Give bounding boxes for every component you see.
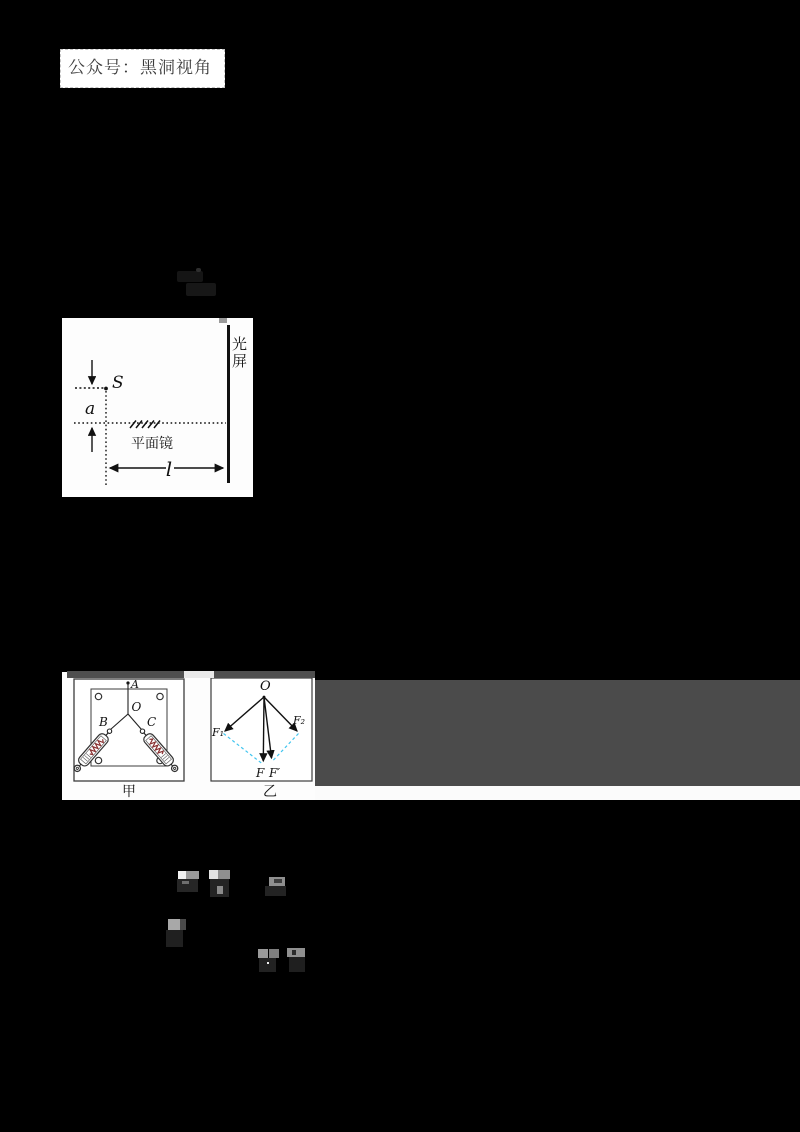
optics-figure	[62, 318, 253, 497]
force-f2-label: F₂	[293, 714, 306, 727]
artifact-fragment	[176, 870, 202, 894]
point-c-label: C	[147, 715, 157, 729]
optics-diagram	[62, 318, 253, 497]
scan-bar	[67, 671, 184, 678]
point-b-label: B	[99, 715, 108, 729]
panel-yi-label: 乙	[263, 784, 277, 800]
scan-artifact	[219, 318, 227, 323]
point-a-label: A	[131, 678, 139, 691]
artifact-fragment	[287, 947, 307, 973]
force-f-label: F	[256, 766, 265, 780]
screen-label-bottom: 屏	[232, 352, 248, 370]
account-badge-label: 公众号：黑洞视角	[68, 58, 212, 77]
experiment-diagram	[62, 672, 315, 800]
artifact-fragment	[166, 918, 187, 948]
panel-jia	[71, 678, 184, 800]
point-o-label-yi: O	[260, 679, 271, 694]
erased-text-smudge	[196, 268, 201, 272]
redaction-overlay	[315, 680, 800, 786]
figure-bottom-band	[315, 786, 800, 800]
erased-text-smudge	[177, 271, 203, 282]
mirror-hatching	[130, 421, 160, 429]
artifact-fragment	[257, 948, 280, 974]
panel-yi	[211, 678, 312, 800]
point-o-label-jia: O	[131, 700, 142, 714]
gap-label: a	[85, 399, 96, 419]
panel-jia-label: 甲	[122, 784, 136, 800]
experiment-figure	[62, 672, 315, 800]
force-f-arrow	[263, 697, 264, 761]
mirror-label: 平面镜	[131, 436, 173, 452]
force-f1-label: F₁	[212, 726, 225, 739]
artifact-fragment	[208, 870, 232, 899]
erased-text-smudge	[186, 283, 216, 296]
scan-bar-gap	[184, 671, 214, 678]
artifact-fragment	[265, 877, 288, 897]
source-point	[104, 387, 108, 391]
scan-bar	[214, 671, 315, 678]
screen-label-top: 光	[232, 335, 248, 353]
source-label: S	[112, 373, 124, 393]
force-fprime-label: F′	[269, 766, 281, 780]
length-label: l	[165, 457, 173, 481]
account-badge	[60, 49, 225, 88]
